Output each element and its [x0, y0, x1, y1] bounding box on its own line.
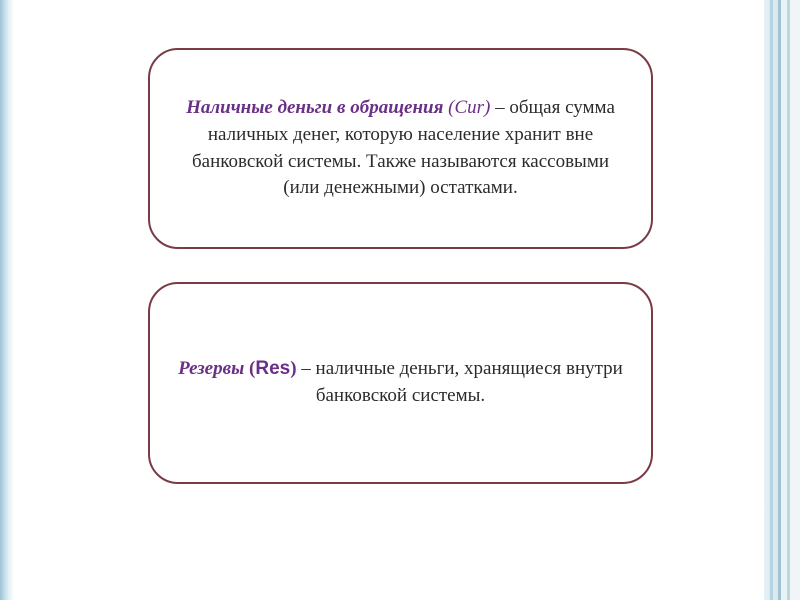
definition-body-currency: – общая сумма наличных денег, которую население хранит вне банковской системы. Также называются кассовыми (или денежными) остатками.	[191, 97, 615, 199]
left-decorative-frame	[0, 0, 14, 600]
abbr-reserves-close: )	[290, 358, 297, 380]
abbr-currency: (Cur)	[448, 97, 491, 119]
term-reserves: Резервы	[178, 358, 245, 380]
term-currency: Наличные деньги в обращения	[186, 97, 444, 119]
definition-text-currency	[172, 95, 629, 201]
abbr-reserves-text: Res	[255, 358, 291, 380]
right-decorative-frame	[762, 0, 800, 600]
definition-card-currency	[148, 48, 653, 249]
abbr-reserves	[249, 358, 297, 379]
abbr-reserves-open: (	[249, 358, 256, 380]
definition-text-reserves	[172, 356, 629, 409]
definition-card-reserves	[148, 282, 653, 484]
definition-body-reserves: – наличные деньги, хранящиеся внутри банковской системы.	[296, 358, 623, 406]
